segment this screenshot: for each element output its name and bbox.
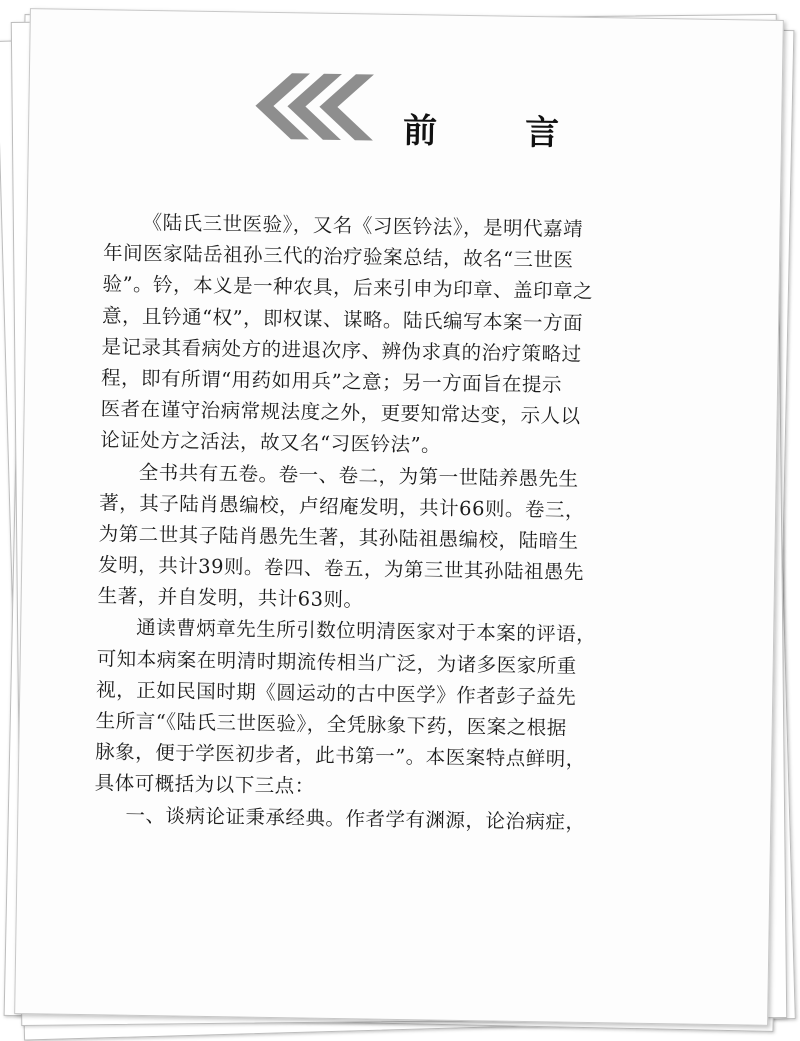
body-text: [94, 206, 704, 839]
text-line: 全书共有五卷。卷一、卷二，为第一世陆养愚先生: [138, 460, 579, 491]
text-line: 脉象，便于学医初步者，此书第一”。本医案特点鲜明，: [95, 740, 586, 772]
chevron-decoration-icon: [251, 71, 376, 143]
text-line: 一、谈病论证秉承经典。作者学有渊源，论治病症，: [125, 803, 586, 834]
text-line: 是记录其看病处方的进退次序、辨伪求真的治疗策略过: [101, 335, 582, 366]
text-line: 医者在谨守治病常规法度之外，更要知常达变，示人以: [100, 397, 581, 428]
text-line: 通读曹炳章先生所引数位明清医家对于本案的评语，: [136, 616, 597, 647]
text-line: 可知本病案在明清时期流传相当广泛，为诸多医家所重: [96, 646, 577, 678]
text-line: 年间医家陆岳祖孙三代的治疗验案总结，故名“三世医: [102, 241, 574, 272]
text-line: 生著，并自发明，共计63则。: [97, 584, 364, 612]
text-line: 生所言“《陆氏三世医验》，全凭脉象下药，医案之根据: [95, 709, 567, 740]
text-line: 视，正如民国时期《圆运动的古中医学》作者彭子益先: [96, 678, 577, 709]
text-line: 《陆氏三世医验》，又名《习医钤法》，是明代嘉靖: [142, 210, 584, 241]
text-line: 发明，共计39则。卷四、卷五，为第三世其孙陆祖愚先: [98, 553, 585, 584]
text-line: 为第二世其子陆肖愚先生著，其孙陆祖愚编校，陆暗生: [98, 522, 579, 553]
text-line: 验”。钤，本义是一种农具，后来引申为印章、盖印章之: [102, 272, 594, 304]
document-page: [14, 8, 784, 1026]
text-line: 论证处方之活法，故又名“习医钤法”。: [99, 428, 442, 457]
page-title: 前言: [402, 111, 648, 155]
text-line: 意，且钤通“权”，即权谋、谋略。陆氏编写本案一方面: [101, 303, 584, 335]
text-line: 著，其子陆肖愚编校，卢绍庵发明，共计66则。卷三，: [99, 490, 586, 522]
text-line: 具体可概括为以下三点：: [94, 771, 315, 799]
text-line: 程，即有所谓“用药如用兵”之意；另一方面旨在提示: [100, 366, 563, 397]
